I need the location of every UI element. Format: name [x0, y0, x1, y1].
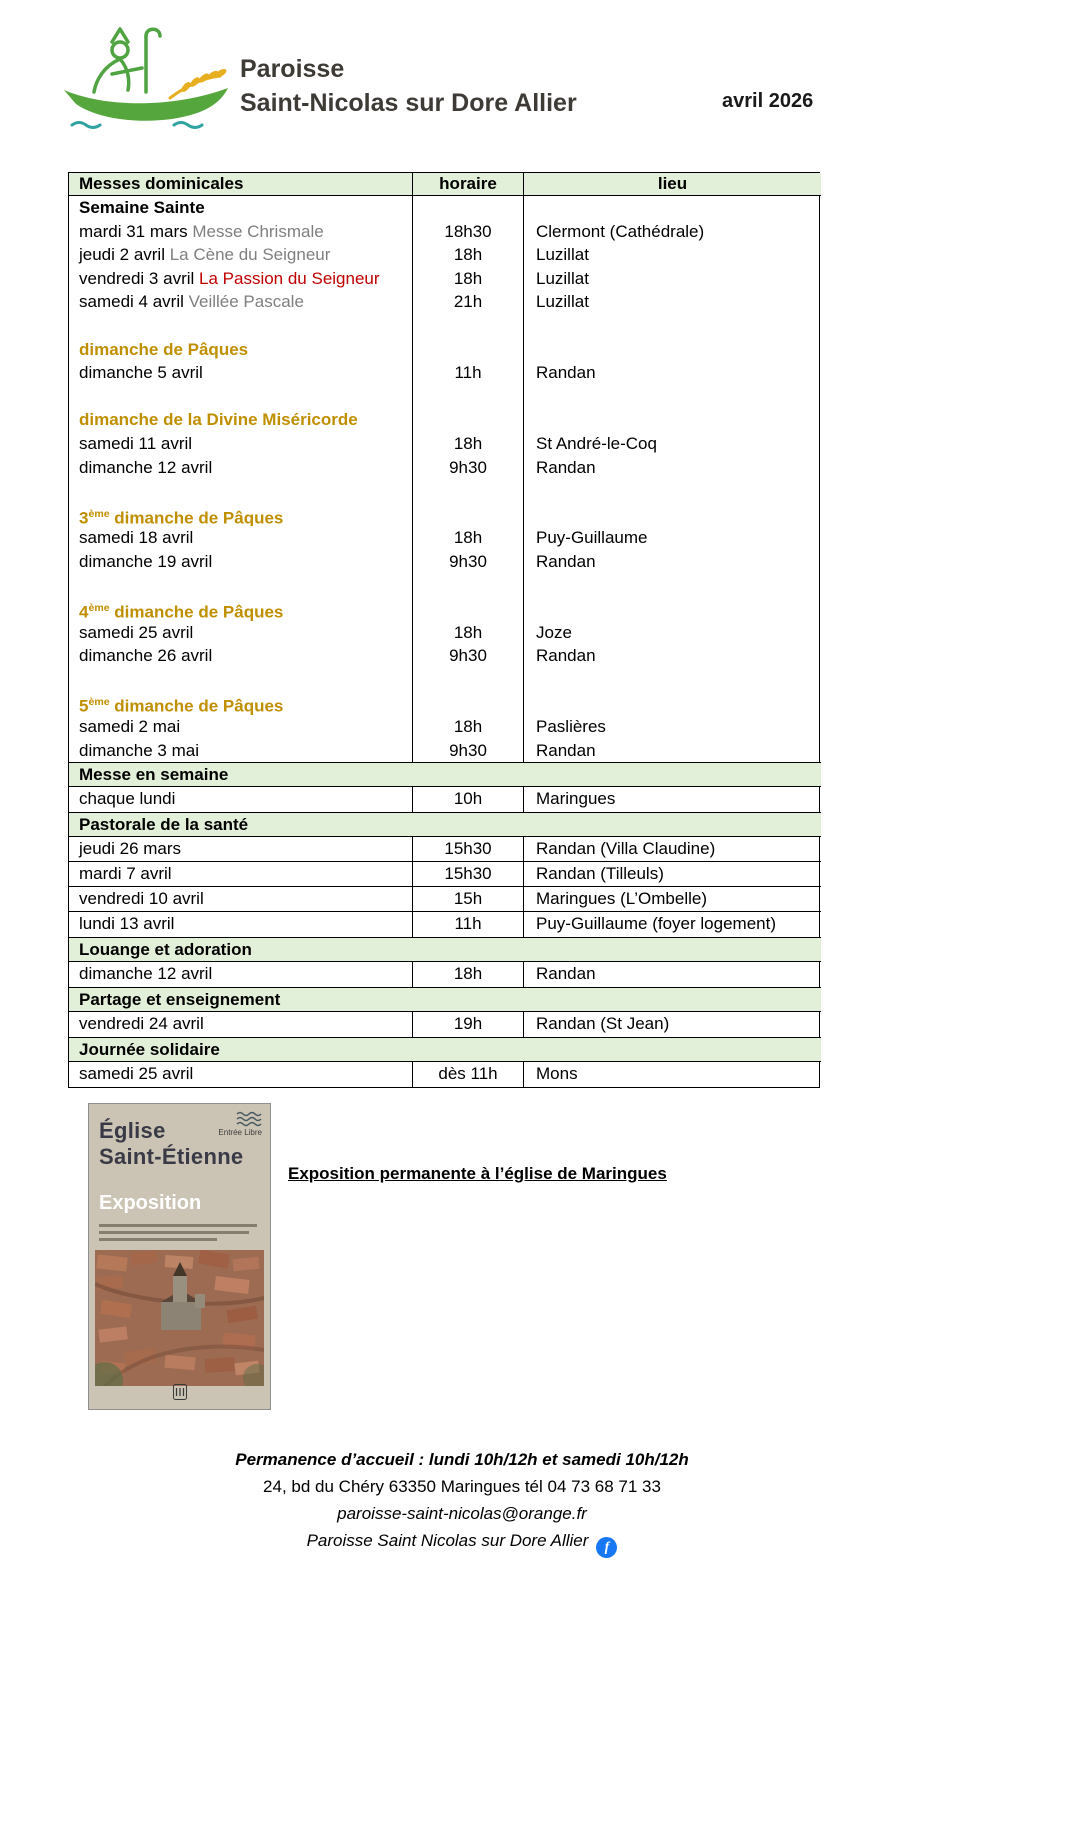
event-label: samedi 2 mai: [79, 717, 181, 737]
event-place: Randan: [523, 456, 821, 480]
event-time: 9h30: [412, 456, 523, 480]
parish-name-line1: Paroisse: [240, 55, 345, 83]
event-place: Randan: [523, 644, 821, 668]
event-place: Luzillat: [523, 243, 821, 267]
footer-facebook-line: [0, 1527, 924, 1558]
event-time: 18h30: [412, 220, 523, 244]
event-label: lundi 13 avril: [79, 914, 175, 934]
footer-address: 24, bd du Chéry 63350 Maringues tél 04 73 68 71 33: [263, 1477, 661, 1496]
spacer-cell: [69, 574, 412, 598]
event-time: 18h: [412, 526, 523, 550]
event-time: [412, 196, 523, 220]
feast-title: 3ème dimanche de Pâques: [79, 507, 284, 527]
event-place: Maringues (L’Ombelle): [523, 887, 821, 912]
poster-publisher-icon: [173, 1384, 187, 1405]
exposition-caption: Exposition permanente à l’église de Maringues: [288, 1164, 667, 1183]
event-place: Clermont (Cathédrale): [523, 220, 821, 244]
event-time: 18h: [412, 267, 523, 291]
spacer-cell: [523, 574, 821, 598]
event-label: mardi 31 mars Messe Chrismale: [79, 221, 324, 241]
event-place: Maringues: [523, 787, 821, 812]
spacer-cell: [523, 385, 821, 409]
event-place: [523, 503, 821, 527]
event-place: Randan (Villa Claudine): [523, 837, 821, 862]
event-time: [412, 503, 523, 527]
event-time: 11h: [412, 361, 523, 385]
event-time: 10h: [412, 787, 523, 812]
event-place: Randan (St Jean): [523, 1012, 821, 1037]
column-header-services: Messes dominicales: [69, 173, 412, 196]
feast-title: 4ème dimanche de Pâques: [79, 602, 284, 621]
event-label: vendredi 24 avril: [79, 1014, 204, 1034]
event-place: [523, 597, 821, 621]
event-time: [412, 338, 523, 362]
spacer-cell: [412, 385, 523, 409]
parish-logo-icon: [58, 24, 236, 135]
parish-name-line2: Saint-Nicolas sur Dore Allier: [240, 89, 577, 117]
event-place: Mons: [523, 1062, 821, 1087]
event-time: 18h: [412, 243, 523, 267]
event-label: samedi 25 avril: [79, 1064, 194, 1084]
event-label: samedi 25 avril: [79, 622, 194, 642]
column-header-time: horaire: [412, 173, 523, 196]
event-label: jeudi 26 mars: [69, 837, 412, 862]
spacer-cell: [69, 479, 412, 503]
spacer-cell: [412, 574, 523, 598]
event-label: chaque lundi: [79, 789, 176, 809]
event-place: Puy-Guillaume (foyer logement): [523, 912, 821, 937]
event-time: 18h: [412, 715, 523, 739]
event-label: dimanche 12 avril: [79, 457, 213, 477]
event-place: Luzillat: [523, 267, 821, 291]
event-label: samedi 4 avril Veillée Pascale: [79, 292, 304, 312]
event-time: [412, 408, 523, 432]
poster-fine-print: [99, 1224, 257, 1245]
event-place: Randan (Tilleuls): [523, 862, 821, 887]
event-time: 18h: [412, 432, 523, 456]
section-header: Pastorale de la santé: [69, 812, 821, 837]
event-label: dimanche 12 avril: [79, 964, 213, 984]
footer-permanence: Permanence d’accueil : lundi 10h/12h et samedi 10h/12h: [235, 1450, 689, 1469]
poster-title-line2: Saint-Étienne: [99, 1144, 244, 1169]
issue-date: avril 2026: [722, 90, 814, 112]
event-place: Randan: [523, 962, 821, 987]
footer: [0, 1446, 924, 1558]
event-label: dimanche 19 avril: [79, 551, 213, 571]
event-time: 15h30: [412, 837, 523, 862]
event-place: Paslières: [523, 715, 821, 739]
spacer-cell: [69, 668, 412, 692]
event-time: 19h: [412, 1012, 523, 1037]
aerial-photo: [95, 1250, 264, 1386]
section-header: Journée solidaire: [69, 1037, 821, 1062]
section-header: Partage et enseignement: [69, 987, 821, 1012]
parish-name: [240, 52, 577, 120]
event-time: 18h: [412, 621, 523, 645]
footer-facebook-name: Paroisse Saint Nicolas sur Dore Allier: [306, 1531, 589, 1550]
event-time: dès 11h: [412, 1062, 523, 1087]
event-time: 18h: [412, 962, 523, 987]
event-time: 9h30: [412, 739, 523, 763]
section-header: Messe en semaine: [69, 762, 821, 787]
section-header: Louange et adoration: [69, 937, 821, 962]
event-label: samedi 18 avril: [79, 528, 194, 548]
event-place: Puy-Guillaume: [523, 526, 821, 550]
event-time: 15h: [412, 887, 523, 912]
event-time: [412, 691, 523, 715]
event-place: [523, 408, 821, 432]
feast-title: 5ème dimanche de Pâques: [79, 696, 284, 716]
schedule-table: [68, 172, 820, 1088]
event-time: 15h30: [412, 862, 523, 887]
poster-title-line1: Église: [99, 1118, 166, 1143]
event-time: 21h: [412, 290, 523, 314]
event-place: Randan: [523, 550, 821, 574]
footer-email: paroisse-saint-nicolas@orange.fr: [337, 1504, 587, 1523]
feast-title: dimanche de la Divine Miséricorde: [79, 410, 358, 430]
facebook-icon[interactable]: f: [596, 1537, 617, 1558]
event-label: dimanche 5 avril: [79, 363, 203, 383]
feast-title: dimanche de Pâques: [79, 339, 249, 359]
spacer-cell: [523, 479, 821, 503]
event-place: St André-le-Coq: [523, 432, 821, 456]
poster-entree-libre: Entrée Libre: [218, 1128, 262, 1137]
event-label: mardi 7 avril: [69, 862, 412, 887]
spacer-cell: [412, 314, 523, 338]
spacer-cell: [69, 314, 412, 338]
event-time: [412, 597, 523, 621]
spacer-cell: [523, 314, 821, 338]
event-label: dimanche 3 mai: [79, 740, 200, 760]
column-header-place: lieu: [523, 173, 821, 196]
event-label: jeudi 2 avril La Cène du Seigneur: [79, 245, 331, 265]
spacer-cell: [69, 385, 412, 409]
event-label: vendredi 10 avril: [69, 887, 412, 912]
event-place: [523, 196, 821, 220]
event-place: Joze: [523, 621, 821, 645]
event-label: samedi 11 avril: [79, 433, 193, 453]
exposition-poster: [88, 1103, 271, 1410]
event-place: [523, 691, 821, 715]
poster-subtitle: Exposition: [99, 1192, 202, 1214]
event-label: vendredi 3 avril La Passion du Seigneur: [79, 268, 380, 288]
event-place: Randan: [523, 739, 821, 763]
event-time: 9h30: [412, 644, 523, 668]
event-time: 9h30: [412, 550, 523, 574]
event-place: Randan: [523, 361, 821, 385]
spacer-cell: [523, 668, 821, 692]
event-label: dimanche 26 avril: [79, 646, 213, 666]
event-place: Luzillat: [523, 290, 821, 314]
event-time: 11h: [412, 912, 523, 937]
event-label: Semaine Sainte: [79, 198, 205, 217]
event-place: [523, 338, 821, 362]
spacer-cell: [412, 479, 523, 503]
spacer-cell: [412, 668, 523, 692]
